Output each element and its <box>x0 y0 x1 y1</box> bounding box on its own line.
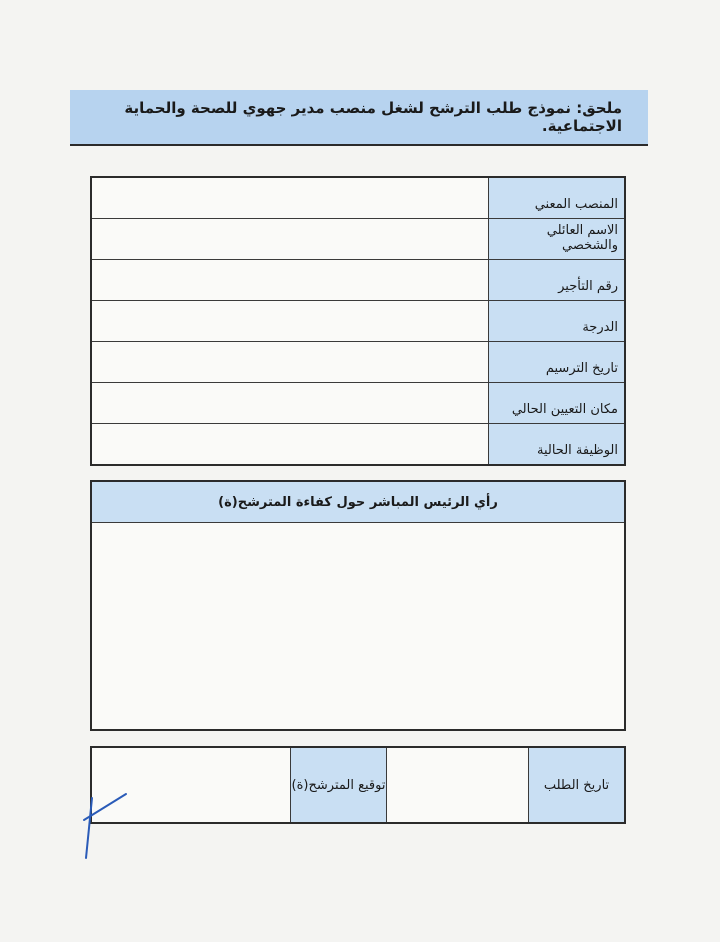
info-row-current-job <box>92 424 624 464</box>
field-current-assignment[interactable] <box>92 383 488 423</box>
field-request-date[interactable] <box>386 748 528 822</box>
label-request-date: تاريخ الطلب <box>528 748 624 822</box>
pen-stroke-mark <box>80 790 140 860</box>
opinion-field[interactable] <box>92 523 624 729</box>
label-grade: الدرجة <box>488 301 624 341</box>
opinion-header: رأي الرئيس المباشر حول كفاءة المترشح(ة) <box>92 482 624 523</box>
label-full-name: الاسم العائلي والشخصي <box>488 219 624 259</box>
form-title: ملحق: نموذج طلب الترشح لشغل منصب مدير جهوي للصحة والحماية الاجتماعية. <box>124 99 622 135</box>
info-row-position <box>92 178 624 219</box>
signature-row <box>90 746 626 824</box>
info-row-tenure-date <box>92 342 624 383</box>
info-row-grade <box>92 301 624 342</box>
label-payroll-number: رقم التأجير <box>488 260 624 300</box>
field-grade[interactable] <box>92 301 488 341</box>
label-candidate-signature: توقيع المترشح(ة) <box>290 748 386 822</box>
info-row-full-name <box>92 219 624 260</box>
info-row-current-assignment <box>92 383 624 424</box>
label-current-job: الوظيفة الحالية <box>488 424 624 464</box>
info-row-payroll-number <box>92 260 624 301</box>
field-position[interactable] <box>92 178 488 218</box>
field-current-job[interactable] <box>92 424 488 464</box>
supervisor-opinion-box <box>90 480 626 731</box>
label-tenure-date: تاريخ الترسيم <box>488 342 624 382</box>
field-payroll-number[interactable] <box>92 260 488 300</box>
label-position: المنصب المعني <box>488 178 624 218</box>
field-tenure-date[interactable] <box>92 342 488 382</box>
field-full-name[interactable] <box>92 219 488 259</box>
title-banner <box>70 90 648 146</box>
label-current-assignment: مكان التعيين الحالي <box>488 383 624 423</box>
candidate-info-table <box>90 176 626 466</box>
